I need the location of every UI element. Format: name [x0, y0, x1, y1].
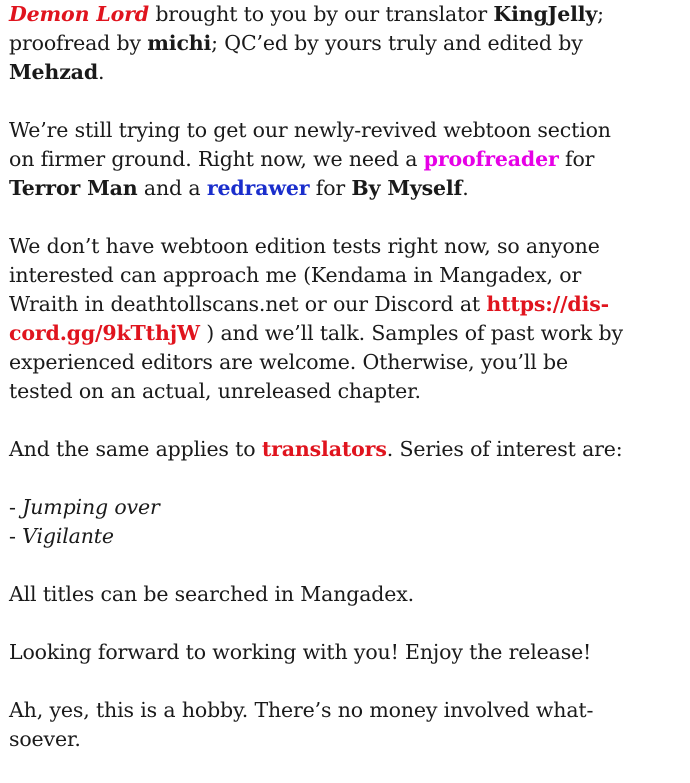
contact-paragraph [9, 232, 684, 406]
recruitment-line-1: We’re still trying to get our newly-revived webtoon section [9, 118, 611, 142]
translators-paragraph [9, 435, 684, 464]
contact-line-2: interested can approach me (Kendama in Mangadex, or [9, 263, 582, 287]
translator-name: KingJelly [493, 2, 598, 26]
editor-name: Mehzad [9, 60, 98, 84]
proofreader-role: proofreader [423, 147, 559, 171]
credits-line-1: Demon Lord brought to you by our translator KingJelly; [9, 2, 604, 26]
credits-paragraph [9, 0, 684, 87]
release-notes [9, 0, 684, 783]
list-item: - Jumping over [9, 495, 160, 519]
discord-link-part-1[interactable]: https://dis- [486, 292, 609, 316]
hobby-line-2: soever. [9, 727, 81, 751]
series-jumping-over: Jumping over [22, 495, 160, 519]
proofreader-name: michi [147, 31, 212, 55]
search-note-line: All titles can be searched in Mangadex. [9, 582, 415, 606]
hobby-disclaimer [9, 696, 684, 754]
series-vigilante: Vigilante [22, 524, 114, 548]
redrawer-role: redrawer [206, 176, 310, 200]
contact-line-5: experienced editors are welcome. Otherwise, you’ll be [9, 350, 568, 374]
hobby-line-1: Ah, yes, this is a hobby. There’s no money involved what- [9, 698, 594, 722]
credits-line-3: Mehzad. [9, 60, 105, 84]
list-item: - Vigilante [9, 524, 114, 548]
contact-line-3: Wraith in deathtollscans.net or our Discord at https://dis- [9, 292, 609, 316]
closing-line: Looking forward to working with you! Enjoy the release! [9, 640, 592, 664]
recruitment-line-2: on firmer ground. Right now, we need a proofreader for [9, 147, 595, 171]
series-by-myself: By Myself [351, 176, 463, 200]
series-list [9, 493, 684, 551]
series-title: Demon Lord [9, 2, 149, 26]
series-terror-man: Terror Man [9, 176, 138, 200]
contact-line-4: cord.gg/9kTthjW ) and we’ll talk. Samples of past work by [9, 321, 623, 345]
discord-link-part-2[interactable]: cord.gg/9kTthjW [9, 321, 200, 345]
recruitment-paragraph [9, 116, 684, 203]
translators-line-1: And the same applies to translators. Series of interest are: [9, 437, 623, 461]
closing-paragraph [9, 638, 684, 667]
contact-line-6: tested on an actual, unreleased chapter. [9, 379, 421, 403]
translators-role: translators [261, 437, 387, 461]
credits-line-2: proofread by michi; QC’ed by yours truly and edited by [9, 31, 583, 55]
contact-line-1: We don’t have webtoon edition tests right now, so anyone [9, 234, 600, 258]
recruitment-line-3: Terror Man and a redrawer for By Myself. [9, 176, 469, 200]
search-note [9, 580, 684, 609]
